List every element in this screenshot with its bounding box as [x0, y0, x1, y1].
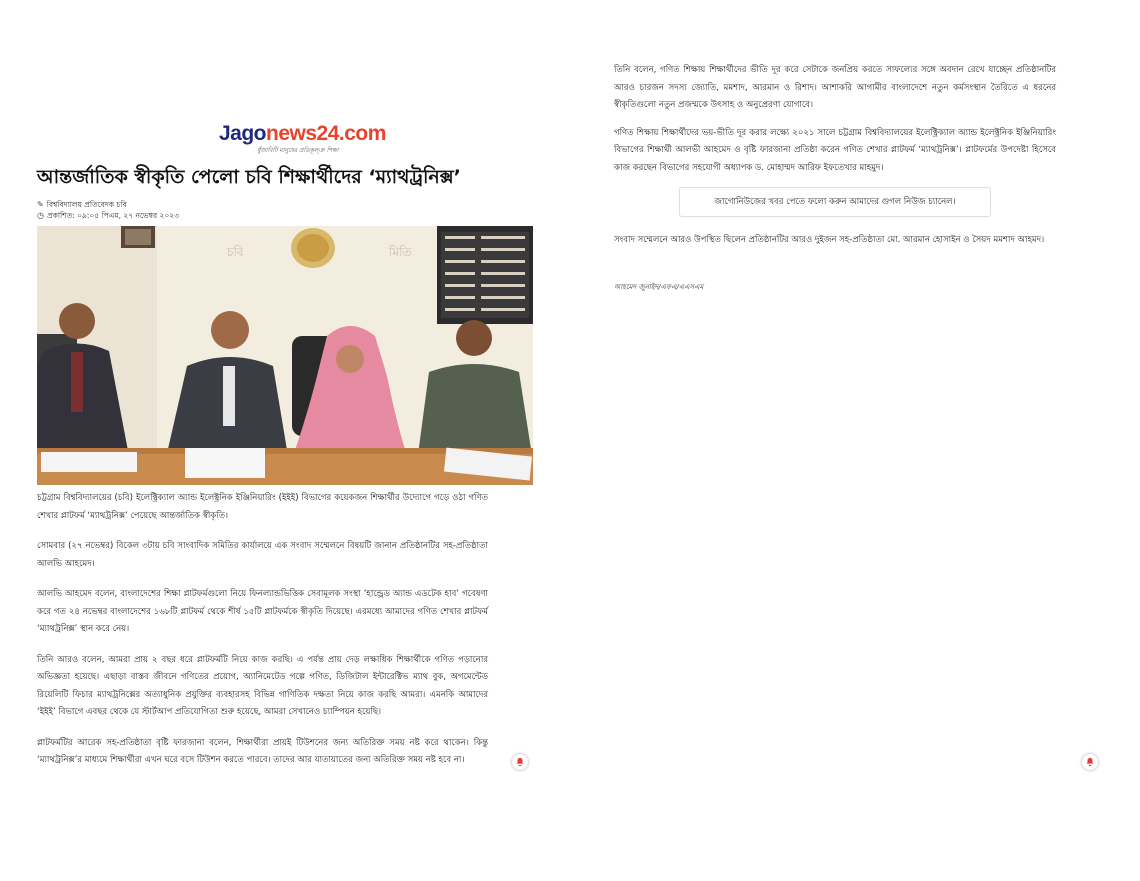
notification-bell-button-right[interactable] [1082, 754, 1098, 770]
article-body-right [614, 62, 1056, 187]
published-row [37, 210, 179, 221]
logo-brand-right: news24.com [266, 122, 386, 145]
author-row [37, 199, 179, 210]
logo-brand-left: Jago [219, 122, 267, 145]
article-paragraph: গণিত শিক্ষায় শিক্ষার্থীদের ভয়-ভীতি দূর করার লক্ষ্যে ২০২১ সালে চট্টগ্রাম বিশ্ববিদ্যালয়ের ইলেক্ট্রিক্যাল অ্যান্ড ইলেক্ট্রনিক ইঞ্জিনিয়ারিং বিভাগের শিক্ষার্থী আলভী আহমেদ ও বৃষ্টি ফারজানা প্রতিষ্ঠা করেন গণিত শেখার প্লাটফর্ম ‘ম্যাথট্রনিক্স’। প্লাটফর্মের উপদেষ্টা হিসেবে কাজ করছেন বিভাগের সহযোগী অধ্যাপক ড. মোহাম্মদ আরিফ ইফতেখার মাহমুদ। [614, 127, 1056, 173]
site-logo[interactable] [219, 122, 386, 156]
article-paragraph: তিনি বলেন, গণিত শিক্ষায় শিক্ষার্থীদের ভীতি দূর করে সেটাকে জনপ্রিয় করতে সাফল্যের সঙ্গে অবদান রেখে যাচ্ছেন প্রতিষ্ঠানটির আরও চারজন সদস্য জ্যোতি, মমশাদ, আরমান ও রিশাদ। আশাকরি আগামীর বাংলাদেশে নতুন কর্মসংস্থান তৈরিতে এ ধরনের স্বীকৃতিগুলো নতুন প্রজন্মকে উৎসাহ ও অনুপ্রেরণা যোগাবে। [614, 65, 1056, 110]
bell-icon [515, 757, 525, 767]
article-paragraph: তিনি আরও বলেন, আমরা প্রায় ২ বছর ধরে প্লাটফর্মটি নিয়ে কাজ করছি। এ পর্যন্ত প্রায় দেড় লক্ষাধিক শিক্ষার্থীকে গণিত পড়ানোর অভিজ্ঞতা হয়েছে। এছাড়া বাস্তব জীবনে গণিতের প্রয়োগ, অ্যানিমেটেড গল্পে গণিত, ডিজিটাল ইন্টারেক্টিভ ম্যাথ বুক, অগমেন্টেড রিয়েলিটি ফিচার ম্যাথট্রনিক্সের অত্যাধুনিক প্রযুক্তির ব্যবহারসহ বিভিন্ন গাণিতিক দক্ষতা নিয়ে কাজ করছি আমরা। এমনকি আমাদের ‘ইইই’ বিভাগে এবছর থেকে যে স্টার্টআপ প্রতিযোগিতা শুরু হয়েছে, আমরা সেখানেও চ্যাম্পিয়ন হয়েছি। [37, 654, 488, 717]
author-name: বিশ্ববিদ্যালয় প্রতিবেদক চবি [46, 200, 127, 209]
article-photo [37, 226, 533, 485]
article-body-left [37, 490, 488, 783]
pencil-icon: ✎ [37, 200, 44, 209]
article-body-right-after [614, 232, 1056, 250]
published-time: প্রকাশিত: ০৯:০৫ পিএম, ২৭ নভেম্বর ২০২৩ [46, 211, 180, 220]
article-paragraph: প্লাটফর্মটির আরেক সহ-প্রতিষ্ঠাতা বৃষ্টি ফারজানা বলেন, শিক্ষার্থীরা প্রায়ই টিউশনের জন্য অতিরিক্ত সময় নষ্ট করে থাকেন। কিন্তু ‘ম্যাথট্রনিক্স’র মাধ্যমে শিক্ষার্থীরা এখন ঘরে বসে টিউশন করতে পারবে। তাদের আর যাতায়াতের জন্য অতিরিক্ত সময় নষ্ট হবে না। [37, 737, 488, 765]
bell-icon [1085, 757, 1095, 767]
logo-wordmark [219, 122, 386, 146]
article-paragraph: সোমবার (২৭ নভেম্বর) বিকেল ৩টায় চবি সাংবাদিক সমিতির কার্যালয়ে এক সংবাদ সম্মেলনে বিষয়টি জানান প্রতিষ্ঠানটির সহ-প্রতিষ্ঠাতা আলভি আহমেদ। [37, 541, 488, 569]
notification-bell-button-left[interactable] [512, 754, 528, 770]
article-paragraph: চট্টগ্রাম বিশ্ববিদ্যালয়ের (চবি) ইলেক্ট্রিক্যাল অ্যান্ড ইলেক্ট্রনিক ইঞ্জিনিয়ারিং (ইইই) বিভাগের কয়েকজন শিক্ষার্থীর উদ্যোগে গড়ে ওঠা গণিত শেখার প্লাটফর্ম ‘ম্যাথট্রনিক্স’ পেয়েছে আন্তর্জাতিক স্বীকৃতি। [37, 493, 488, 521]
article-paragraph: আলভি আহমেদ বলেন, বাংলাদেশের শিক্ষা প্লাটফর্মগুলো নিয়ে ফিনল্যান্ডভিত্তিক সেবামূলক সংস্থা ‘হান্ড্রেড অ্যান্ড এডটেক হাব’ গবেষণা করে গত ২৪ নভেম্বর বাংলাদেশের ১৬৮টি প্লাটফর্ম থেকে শীর্ষ ১৫টি প্লাটফর্মকে স্বীকৃতি দিয়েছে। এরমধ্যে আমাদের গণিত শেখার প্লাটফর্ম ‘ম্যাথট্রনিক্স’ স্থান করে নেয়। [37, 589, 488, 634]
article-byline: আহমেদ জুনাইদ/এফএ/এএসএম [614, 283, 704, 291]
google-news-follow-box[interactable] [679, 187, 991, 217]
article-paragraph: সংবাদ সম্মেলনে আরও উপস্থিত ছিলেন প্রতিষ্ঠানটির আরও দুইজন সহ-প্রতিষ্ঠাতা মো. আরমান হোসাইন ও সৈয়দ মমশাদ আহমদ। [614, 235, 1045, 245]
svg-text:মিতি: মিতি [389, 245, 412, 259]
article-meta [37, 199, 179, 221]
google-news-follow-text[interactable]: জাগোনিউজের খবর পেতে ফলো করুন আমাদের গুগল নিউজ চ্যানেল। [714, 197, 956, 207]
article-headline: আন্তর্জাতিক স্বীকৃতি পেলো চবি শিক্ষার্থীদের ‘ম্যাথট্রনিক্স’ [37, 166, 461, 188]
svg-text:চবি: চবি [227, 245, 244, 259]
clock-icon: ◷ [37, 211, 44, 220]
logo-tagline: ধুঁজাবিটি মানুষের প্রতিকূল্ঞ শিক্ষা [257, 147, 339, 154]
